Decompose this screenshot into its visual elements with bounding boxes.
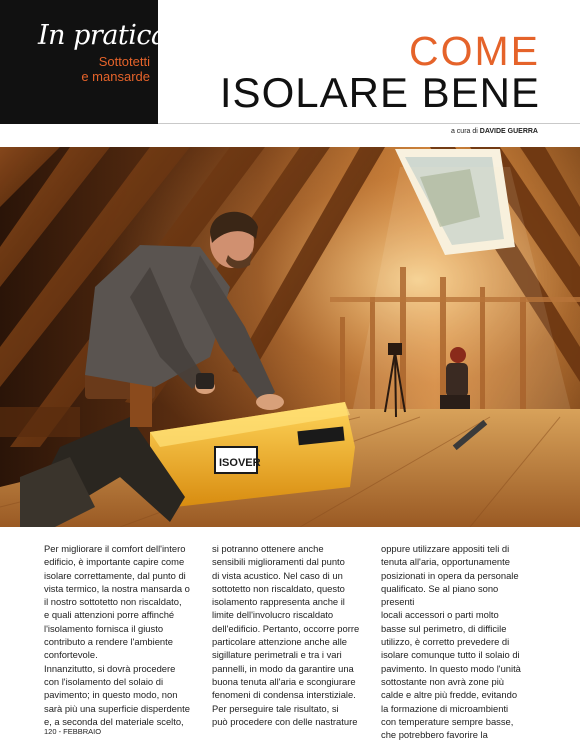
col1-line: e, a seconda del materiale scelto, (44, 715, 184, 727)
col1-line: l'isolamento fornisca il giusto (44, 622, 164, 634)
body-column-1 (44, 542, 196, 728)
col2-line: sigillature perimetrali e tra i vari (212, 649, 342, 661)
col3-line: che potrebbero favorire la (381, 729, 488, 741)
kicker-subtitle-line1: Sottotetti (98, 54, 150, 69)
col1-line: con l'isolamento del solaio di (44, 675, 164, 687)
roll-brand-label: ISOVER (219, 457, 261, 469)
col3-line: isolare comunque tutto il solaio di (381, 649, 520, 661)
kicker-subtitle-line2: e mansarde (81, 69, 150, 84)
col2-line: sottotetto non riscaldato, questo (212, 582, 345, 594)
hero-photo (0, 147, 580, 527)
col3-line: basse sul perimetro, di difficile (381, 622, 507, 634)
col2-line: isolamento rappresenta anche il (212, 596, 345, 608)
col3-line: posizionati in opera da personale (381, 569, 519, 581)
col3-line: la formazione di microambienti (381, 702, 509, 714)
header-rule (158, 123, 580, 124)
body-column-2 (212, 542, 364, 728)
col3-line: con temperature sempre basse, (381, 715, 514, 727)
byline-prefix: a cura di (450, 128, 478, 135)
col3-line: calde e altre più fredde, evitando (381, 689, 518, 701)
col2-line: si potranno ottenere anche (212, 543, 324, 554)
col1-line: pavimento; in questo modo, non (44, 689, 178, 701)
col1-line: edificio, è importante capire come (44, 556, 185, 568)
byline (451, 128, 538, 135)
section-kicker (0, 0, 167, 124)
col3-line: utilizzo, è corretto prevedere di (381, 636, 510, 648)
col1-line: confortevole. (44, 649, 98, 661)
col2-line: dell'edificio. Pertanto, occorre porre (212, 622, 360, 634)
col3-line: tenuta all'aria, opportunamente (381, 556, 510, 568)
col1-line: vista termico, la nostra mansarda o (44, 582, 190, 594)
col2-line: Per perseguire tale risultato, si (212, 702, 339, 714)
col1-line: contributo a rendere l'ambiente (44, 636, 173, 648)
col2-line: di vista acustico. Nel caso di un (212, 569, 343, 581)
col2-line: buona tenuta all'aria e scongiurare (212, 675, 356, 687)
kicker-subtitle (34, 54, 150, 84)
attic-illustration (0, 147, 580, 527)
col2-line: particolare attenzione anche alle (212, 636, 347, 648)
col1-line: il nostro sottotetto non riscaldato, (44, 596, 182, 608)
col1-line: e quali attenzioni porre affinché (44, 609, 175, 621)
headline-line1: COME (409, 28, 540, 74)
col1-line: sarà più una superficie disperdente (44, 702, 190, 714)
col2-line: pannelli, in modo da garantire una (212, 662, 354, 674)
col1-line: Per migliorare il comfort dell'intero (44, 543, 186, 554)
page-folio: 120 - FEBBRAIO (44, 727, 102, 736)
kicker-script: In pratica (38, 20, 167, 51)
col3-line: sottostante non avrà zone più (381, 675, 505, 687)
col1-line: Innanzitutto, si dovrà procedere (44, 662, 176, 674)
byline-author: DAVIDE GUERRA (479, 128, 538, 135)
col3-line: pavimento. In questo modo l'unità (381, 662, 521, 674)
headline-line2: ISOLARE BENE (219, 69, 540, 116)
col2-line: può procedere con delle nastrature (212, 715, 358, 727)
col2-line: fenomeni di condensa interstiziale. (212, 689, 356, 701)
col3-line: oppure utilizzare appositi teli di (381, 543, 510, 554)
col3-line: qualificato. Se al piano sono presenti (381, 582, 499, 608)
col3-line: locali accessori o parti molto (381, 609, 499, 621)
col1-line: isolare correttamente, dal punto di (44, 569, 186, 581)
col2-line: limite dell'involucro riscaldato (212, 609, 334, 621)
body-column-3 (381, 542, 533, 741)
col2-line: sensibili miglioramenti dal punto (212, 556, 345, 568)
